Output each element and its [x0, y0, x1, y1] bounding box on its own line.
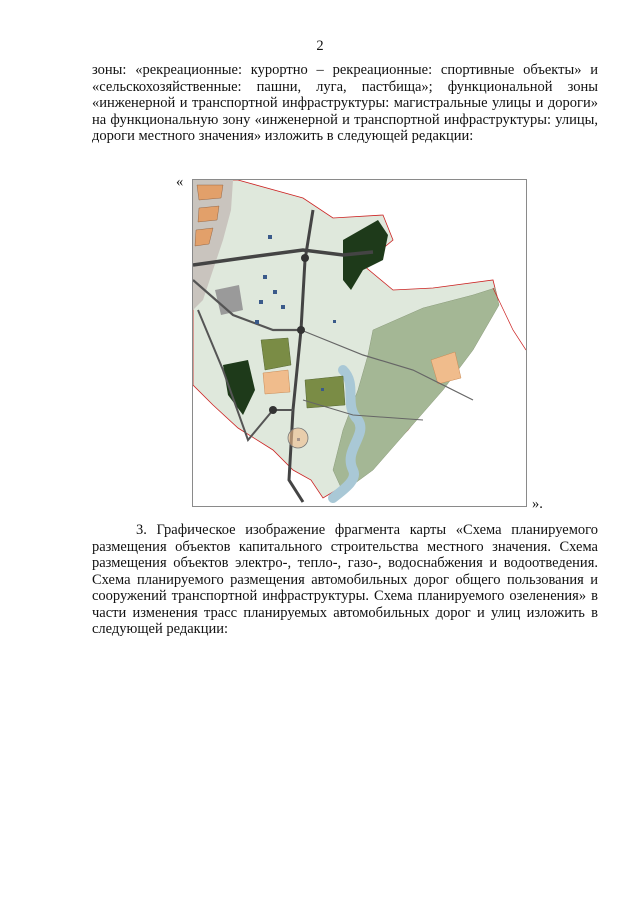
paragraph-item-3: 3. Графическое изображение фрагмента карты «Схема планируемого размещения объектов капитального строительства местного значения. Схема размещения объектов электро-, тепло-, газо-, водоснабжения и водоотведения. Схема планируемого размещения автомобильных дорог общего пользования и сооружений транспортной инфраструктуры. Схема планируемого озеленения» в части изменения трасс планируемых автомобильных дорог и улиц изложить в следующей редакции:: [92, 522, 598, 637]
paragraph-zones-text: зоны: «рекреационные: курортно – рекреационные: спортивные объекты» и «сельскохозяйственные: пашни, луга, пастбища»; функциональной зоны «инженерной и транспортной инфраструктуры: магистральные улицы и дороги» на функциональную зону «инженерной и транспортной инфраструктуры: улицы, дороги местного значения» изложить в следующей редакции:: [92, 62, 598, 144]
figure-open-quote: «: [176, 174, 184, 190]
map-junction-1: [301, 254, 309, 262]
map-external-line: [493, 288, 526, 350]
map-fragment-drawing: [193, 180, 526, 506]
map-round-site: [288, 428, 308, 448]
map-agri-zone-2: [305, 376, 345, 408]
map-junction-2: [297, 326, 305, 334]
map-recreation-zone: [263, 370, 290, 394]
map-fragment-figure: [192, 179, 527, 507]
map-junction-3: [269, 406, 277, 414]
page-number: 2: [316, 38, 324, 54]
figure-close-quote: ».: [532, 496, 543, 512]
map-agri-zone: [261, 338, 291, 370]
